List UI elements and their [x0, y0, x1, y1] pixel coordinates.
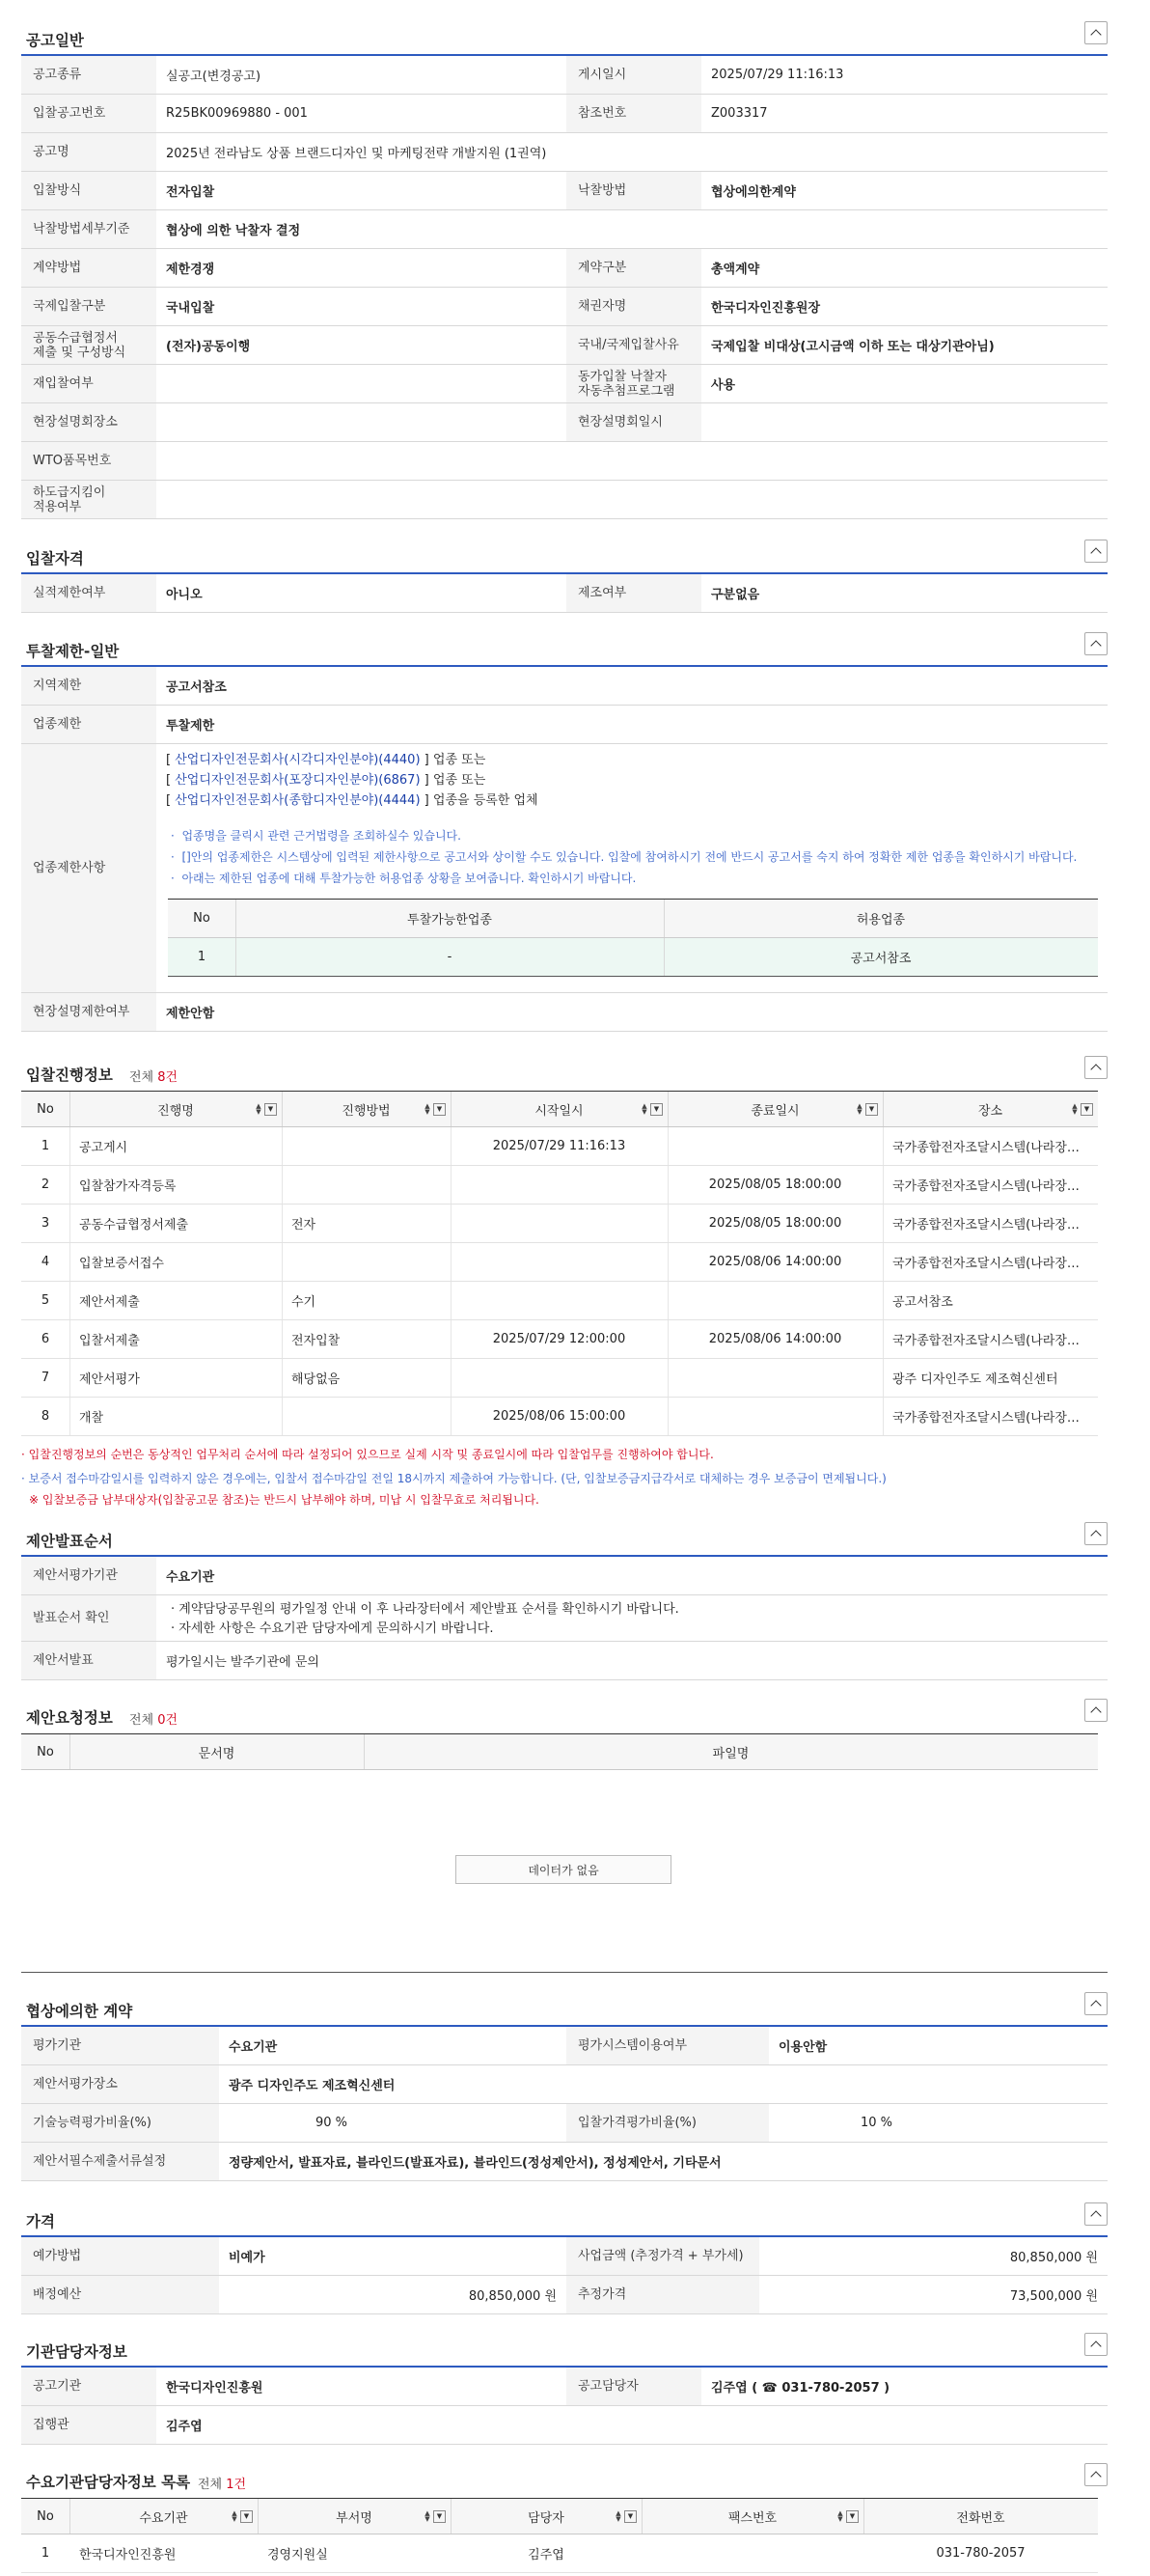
row-label: 제안서발표 [21, 1642, 156, 1679]
row-value: 10 % [861, 2116, 893, 2130]
column-header[interactable]: 시작일시 [534, 1103, 584, 1119]
row-value: 협상에 의한 낙찰자 결정 [166, 224, 301, 238]
row-value: R25BK00969880 - 001 [166, 106, 308, 121]
collapse-icon[interactable] [1084, 2463, 1108, 2486]
row-label: 업종제한사항 [21, 744, 156, 992]
table-cell: 입찰서제출 [79, 1334, 140, 1348]
table-cell [282, 1166, 451, 1204]
table-cell: 5 [41, 1293, 50, 1308]
row-label: 동가입찰 낙찰자 자동추첨프로그램 [566, 365, 701, 402]
collapse-icon[interactable] [1084, 632, 1108, 655]
section-title: 공고일반 [26, 32, 84, 49]
row-label: 집행관 [21, 2406, 156, 2444]
total-count: 전체 1건 [198, 2478, 247, 2492]
row-label: 제안서필수제출서류설정 [21, 2143, 219, 2180]
row-label: 국제입찰구분 [21, 288, 156, 325]
table-row[interactable] [21, 1205, 1098, 1243]
info-note: · 보증서 접수마감일시를 입력하지 않은 경우에는, 입찰서 접수마감일 전일 18시까지 제출하여 가능합니다. (단, 입찰보증금지급각서로 대체하는 경우 보증금이 면제됩니다.) [21, 1472, 887, 1485]
row-label: 공동수급협정서 제출 및 구성방식 [21, 326, 156, 364]
row-label: 발표순서 확인 [21, 1595, 156, 1641]
table-cell [668, 1398, 883, 1435]
row-value [156, 481, 566, 518]
row-label: 국내/국제입찰사유 [566, 326, 701, 364]
info-row [21, 403, 1108, 442]
table-row[interactable] [21, 1282, 1098, 1320]
collapse-icon[interactable] [1084, 21, 1108, 44]
table-row[interactable] [21, 2534, 1098, 2573]
row-value: 김주엽 ( ☎ 031-780-2057 ) [711, 2381, 890, 2396]
info-row [21, 210, 1108, 249]
demand-section [21, 2459, 1108, 2562]
info-row [21, 133, 1108, 172]
sort-icon[interactable]: ▲ ▼ ▼ [856, 1103, 879, 1117]
column-header[interactable]: 담당자 [528, 2510, 564, 2526]
row-value: 80,850,000 원 [1009, 2251, 1098, 2265]
table-cell: 전자입찰 [291, 1334, 341, 1348]
row-label: 공고기관 [21, 2368, 156, 2405]
section-title: 제안요청정보 [26, 1709, 113, 1727]
table-cell: 2025/07/29 11:16:13 [492, 1139, 626, 1153]
table-cell [282, 1398, 451, 1435]
row-value: 한국디자인진흥원장 [711, 301, 821, 316]
row-value [156, 365, 566, 402]
row-value: 제한경쟁 [166, 263, 215, 277]
section-title: 협상에의한 계약 [26, 2003, 133, 2020]
row-value: 실공고(변경공고) [166, 69, 261, 84]
info-row [21, 326, 1108, 365]
table-cell: 국가종합전자조달시스템(나라장… [892, 1411, 1080, 1426]
progress-section [21, 1052, 1108, 1507]
table-cell: 김주엽 [528, 2548, 564, 2562]
row-label: 공고담당자 [566, 2368, 701, 2405]
table-cell: 1 [41, 1139, 50, 1153]
table-cell: 제안서평가 [79, 1372, 140, 1387]
collapse-icon[interactable] [1084, 1699, 1108, 1722]
row-value: 총액계약 [711, 263, 760, 277]
row-value: 제한안함 [166, 1007, 215, 1021]
table-cell: 2 [41, 1177, 50, 1192]
info-row [21, 288, 1108, 326]
column-header[interactable]: 장소 [977, 1103, 1003, 1119]
row-value: 수요기관 [166, 1570, 215, 1585]
row-label: 재입찰여부 [21, 365, 156, 402]
row-value [156, 403, 566, 441]
row-value: 한국디자인진흥원 [166, 2381, 263, 2396]
column-header[interactable]: 전화번호 [956, 2510, 1005, 2526]
collapse-icon[interactable] [1084, 2333, 1108, 2356]
row-label: 실적제한여부 [21, 574, 156, 612]
industry-item: [ 산업디자인전문회사(종합디자인분야)(4444) ] 업종을 등록한 업체 [166, 793, 538, 808]
warning-note: ※ 입찰보증금 납부대상자(입찰공고문 참조)는 반드시 납부해야 하며, 미납 시 입찰무효로 처리됩니다. [29, 1493, 539, 1507]
row-value: Z003317 [711, 106, 768, 121]
info-row [21, 95, 1108, 133]
row-value: 협상에의한계약 [711, 185, 796, 200]
collapse-icon[interactable] [1084, 1522, 1108, 1545]
info-row [21, 481, 1108, 519]
column-header[interactable]: 팩스번호 [727, 2510, 778, 2526]
row-value: 김주엽 [166, 2420, 203, 2434]
table-row[interactable] [21, 1320, 1098, 1359]
table-row[interactable] [21, 1166, 1098, 1205]
table-header [21, 2498, 1098, 2534]
table-cell: 6 [41, 1332, 50, 1346]
row-value: 투찰제한 [166, 719, 215, 734]
column-header[interactable]: 진행명 [157, 1103, 194, 1119]
section-title: 입찰자격 [26, 550, 84, 568]
table-cell: 8 [41, 1409, 50, 1424]
row-label: 낙찰방법세부기준 [21, 210, 156, 248]
table-cell: 제안서제출 [79, 1295, 140, 1310]
collapse-icon[interactable] [1084, 540, 1108, 563]
table-cell [668, 1282, 883, 1319]
table-cell: 개찰 [79, 1411, 104, 1426]
table-cell: 2025/08/06 14:00:00 [708, 1332, 842, 1346]
industry-link[interactable]: 산업디자인전문회사(종합디자인분야)(4444) [175, 793, 421, 808]
industry-link[interactable]: 산업디자인전문회사(시각디자인분야)(4440) [175, 753, 421, 767]
row-value: 사용 [711, 378, 736, 393]
table-row[interactable] [21, 1398, 1098, 1436]
row-label: 게시일시 [566, 56, 701, 94]
row-value: 80,850,000 원 [468, 2289, 557, 2304]
column-header[interactable]: 진행방법 [342, 1103, 391, 1119]
column-header[interactable]: No [37, 1101, 54, 1117]
row-label: 사업금액 (추정가격 + 부가세) [566, 2237, 759, 2275]
row-label: 계약구분 [566, 249, 701, 287]
table-cell: 국가종합전자조달시스템(나라장… [892, 1141, 1080, 1155]
sort-icon[interactable]: ▲ ▼ ▼ [836, 2510, 860, 2524]
table-header: No 문서명 파일명 [21, 1733, 1098, 1770]
table-cell: 031-780-2057 [936, 2546, 1026, 2561]
section-title: 수요기관담당자정보 목록 [26, 2474, 191, 2491]
row-value: 73,500,000 원 [1009, 2289, 1098, 2304]
table-cell [282, 1243, 451, 1281]
table-row[interactable] [21, 1127, 1098, 1166]
row-value [701, 403, 1108, 441]
sort-icon[interactable]: ▲ ▼ ▼ [1071, 1103, 1094, 1117]
row-label: 계약방법 [21, 249, 156, 287]
row-value: 이용안함 [779, 2040, 828, 2055]
no-data-box: 데이터가 없음 [455, 1855, 671, 1884]
table-cell [642, 2534, 863, 2572]
row-value: 공고서참조 [166, 680, 227, 695]
request-section [21, 1695, 1108, 1877]
row-label: 참조번호 [566, 95, 701, 132]
industry-item: [ 산업디자인전문회사(포장디자인분야)(6867) ] 업종 또는 [166, 773, 486, 788]
table-header [21, 1091, 1098, 1127]
row-label: 현장설명회장소 [21, 403, 156, 441]
row-label: 제안서평가기관 [21, 1557, 156, 1594]
table-cell [451, 1243, 668, 1281]
info-row [21, 172, 1108, 210]
row-label: 지역제한 [21, 667, 156, 705]
sort-icon[interactable]: ▲ ▼ ▼ [231, 2510, 254, 2524]
table-cell: 2025/07/29 12:00:00 [492, 1332, 626, 1346]
sort-icon[interactable]: ▲ ▼ ▼ [424, 2510, 447, 2524]
table-cell: 7 [41, 1371, 50, 1385]
row-label: 업종제한 [21, 706, 156, 743]
row-value: 광주 디자인주도 제조혁신센터 [229, 2079, 396, 2093]
table-cell: 국가종합전자조달시스템(나라장… [892, 1179, 1080, 1194]
table-row[interactable] [21, 1243, 1098, 1282]
table-cell: 4 [41, 1255, 50, 1269]
table-cell: 공동수급협정서제출 [79, 1218, 189, 1233]
table-cell: 해당없음 [291, 1372, 341, 1387]
total-count: 전체 0건 [129, 1713, 178, 1728]
row-value: 2025년 전라남도 상품 브랜드디자인 및 마케팅전략 개발지원 (1권역) [166, 147, 547, 161]
table-cell: 공고서참조 [892, 1295, 953, 1310]
section-title: 가격 [26, 2213, 55, 2230]
table-cell: 공고게시 [79, 1141, 128, 1155]
row-value: 아니오 [166, 588, 203, 602]
table-row[interactable] [21, 1359, 1098, 1398]
table-cell: 광주 디자인주도 제조혁신센터 [892, 1372, 1058, 1387]
table-cell: 1 [41, 2546, 50, 2561]
industry-list [166, 750, 538, 811]
row-value: 정량제안서, 발표자료, 블라인드(발표자료), 블라인드(정성제안서), 정성제안서, 기타문서 [229, 2156, 722, 2171]
table-cell: 국가종합전자조달시스템(나라장… [892, 1218, 1080, 1233]
row-label: 평가기관 [21, 2027, 219, 2064]
row-label: 제조여부 [566, 574, 701, 612]
column-header[interactable]: No [37, 2508, 54, 2524]
row-value: 구분없음 [711, 588, 760, 602]
table-cell: 2025/08/05 18:00:00 [708, 1177, 842, 1192]
info-row [21, 249, 1108, 288]
column-header[interactable]: 수요기관 [139, 2510, 188, 2526]
row-value: 수요기관 [229, 2040, 278, 2055]
row-value: 전자입찰 [166, 185, 215, 200]
column-header[interactable]: 종료일시 [751, 1103, 800, 1119]
price-section [21, 2199, 1108, 2304]
sort-icon[interactable]: ▲ ▼ ▼ [615, 2510, 638, 2524]
collapse-icon[interactable] [1084, 1992, 1108, 2015]
table-cell: 국가종합전자조달시스템(나라장… [892, 1334, 1080, 1348]
contact-section [21, 2329, 1108, 2434]
row-label: 하도급지킴이 적용여부 [21, 481, 156, 518]
table-cell: 국가종합전자조달시스템(나라장… [892, 1257, 1080, 1271]
row-label: 기술능력평가비율(%) [21, 2104, 219, 2142]
notes: · 업종명을 클릭시 관련 근거법령을 조회하실수 있습니다. · []안의 업종제한은 시스템상에 입력된 제한사항으로 공고서와 상이할 수도 있습니다. 입찰에 참여하시기 전에 반드시 공고서를 숙지 하여 정확한 제한 업종을 확인하시기 바랍니다. · 아래는 제한된 업종에 대해 투찰가능한 허용업종 상황을 보여줍니다. 확인하시기 바랍니다. [171, 829, 1078, 885]
industry-link[interactable]: 산업디자인전문회사(포장디자인분야)(6867) [175, 773, 421, 788]
row-value [156, 442, 566, 480]
collapse-icon[interactable] [1084, 2202, 1108, 2226]
table-cell [451, 1282, 668, 1319]
table-cell [451, 1166, 668, 1204]
row-value: 국내입찰 [166, 301, 215, 316]
row-label: 제안서평가장소 [21, 2065, 219, 2103]
general-section [21, 17, 1108, 514]
table-cell: 한국디자인진흥원 [79, 2548, 177, 2562]
negotiation-section [21, 1988, 1108, 2171]
row-label: 추정가격 [566, 2276, 759, 2313]
order-notes: · 계약담당공무원의 평가일정 안내 이 후 나라장터에서 제안발표 순서를 확인하시기 바랍니다. · 자세한 사항은 수요기관 담당자에게 문의하시기 바랍니다. [171, 1602, 679, 1636]
table-cell: 3 [41, 1216, 50, 1231]
sort-icon[interactable]: ▲ ▼ ▼ [641, 1103, 664, 1117]
table-cell: 입찰참가자격등록 [79, 1179, 177, 1194]
table-cell [668, 1359, 883, 1397]
presentation-section [21, 1518, 1108, 1670]
row-label: 채권자명 [566, 288, 701, 325]
info-row [21, 56, 1108, 95]
warning-note: · 입찰진행정보의 순번은 동상적인 업무처리 순서에 따라 설정되어 있으므로 실제 시작 및 종료일시에 따라 입찰업무를 진행하여야 합니다. [21, 1448, 714, 1461]
row-label: 공고명 [21, 133, 156, 171]
row-label: 현장설명제한여부 [21, 993, 156, 1031]
row-label: 입찰가격평가비율(%) [566, 2104, 769, 2142]
table-cell: 입찰보증서접수 [79, 1257, 164, 1271]
row-label: 입찰공고번호 [21, 95, 156, 132]
table-cell: 전자 [291, 1218, 316, 1233]
section-title: 입찰진행정보 [26, 1066, 113, 1084]
table-cell: 2025/08/06 14:00:00 [708, 1255, 842, 1269]
row-value: (전자)공동이행 [166, 340, 251, 354]
row-label: WTO품목번호 [21, 442, 156, 480]
allowed-industry-table: No 투찰가능한업종 허용업종 1 - 공고서참조 [168, 899, 1098, 978]
total-count: 전체 8건 [129, 1070, 178, 1085]
table-cell [282, 1127, 451, 1165]
table-cell: 경영지원실 [267, 2548, 328, 2562]
sort-icon[interactable]: ▲ ▼ ▼ [255, 1103, 278, 1117]
table-cell: 2025/08/06 15:00:00 [492, 1409, 626, 1424]
sort-icon[interactable]: ▲ ▼ ▼ [424, 1103, 447, 1117]
row-label: 낙찰방법 [566, 172, 701, 209]
row-value: 국제입찰 비대상(고시금액 이하 또는 대상기관아님) [711, 340, 995, 354]
row-value: 평가일시는 발주기관에 문의 [166, 1655, 319, 1670]
section-title: 제안발표순서 [26, 1533, 113, 1550]
info-row [21, 365, 1108, 403]
row-label: 배정예산 [21, 2276, 219, 2313]
industry-item: [ 산업디자인전문회사(시각디자인분야)(4440) ] 업종 또는 [166, 753, 486, 767]
row-value: 2025/07/29 11:16:13 [711, 68, 844, 82]
table-cell [451, 1359, 668, 1397]
collapse-icon[interactable] [1084, 1056, 1108, 1079]
table-cell [668, 1127, 883, 1165]
section-title: 투찰제한-일반 [26, 643, 120, 660]
table-cell: 2025/08/05 18:00:00 [708, 1216, 842, 1231]
row-label: 입찰방식 [21, 172, 156, 209]
row-value: 90 % [315, 2116, 348, 2130]
info-row [21, 442, 1108, 481]
row-label: 예가방법 [21, 2237, 219, 2275]
column-header[interactable]: 부서명 [336, 2510, 372, 2526]
section-title: 기관담당자정보 [26, 2343, 127, 2361]
row-label: 평가시스템이용여부 [566, 2027, 769, 2064]
limit-section [21, 628, 1108, 1021]
row-value: 비예가 [229, 2251, 265, 2265]
row-label: 공고종류 [21, 56, 156, 94]
row-label: 현장설명회일시 [566, 403, 701, 441]
qualification-section [21, 536, 1108, 602]
table-cell [451, 1205, 668, 1242]
table-cell: 수기 [291, 1295, 316, 1310]
